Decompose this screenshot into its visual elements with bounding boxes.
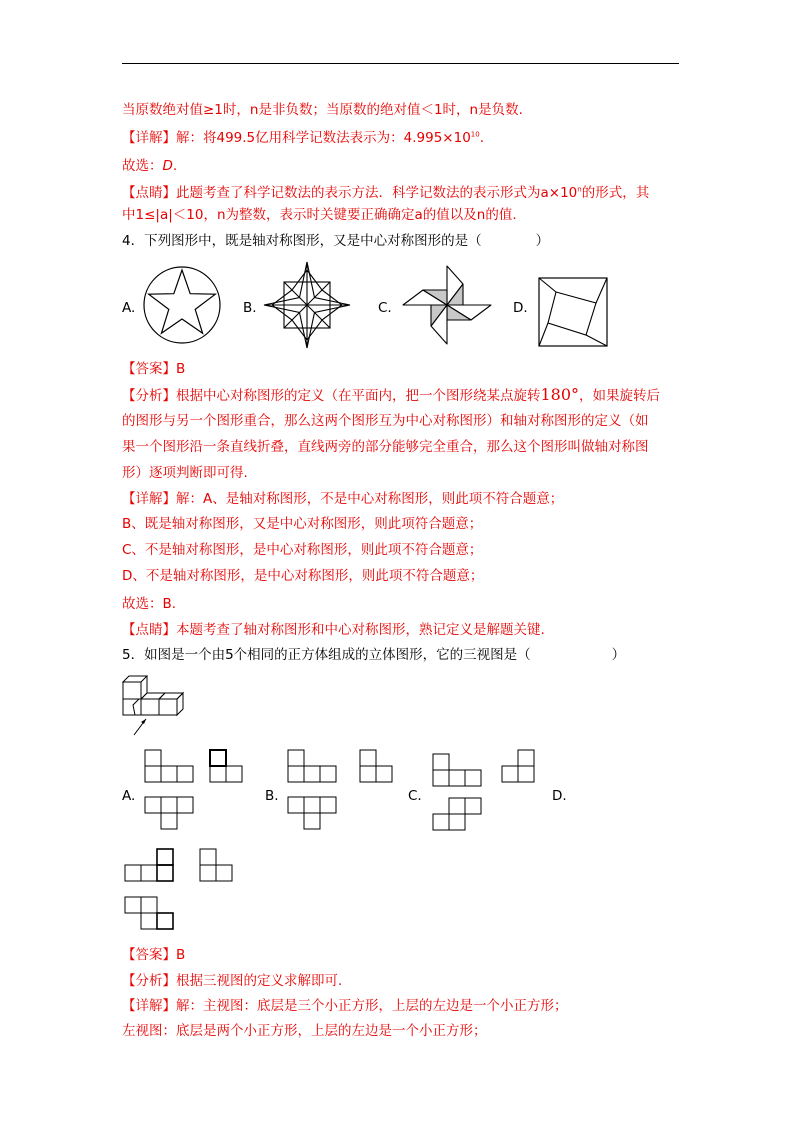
analysis-line: 【分析】根据三视图的定义求解即可. xyxy=(122,973,343,989)
eight-point-star-figure xyxy=(264,262,350,348)
detail-line: 【详解】解：A、是轴对称图形，不是中心对称图形，则此项不符合题意； xyxy=(122,491,564,507)
solution-line: 【点睛】此题考查了科学记数法的表示方法．科学记数法的表示形式为$a\times 10^n$的形式，其 xyxy=(122,185,650,201)
detail-line: 【详解】解：主视图：底层是三个小正方形，上层的左边是一个小正方形； xyxy=(122,998,568,1014)
solution-line: 中1≤|a|＜10，n为整数，表示时关键要正确确定a的值以及n的值. xyxy=(122,207,517,223)
q4-option-a-label: A. xyxy=(122,300,136,316)
q5-option-a-label: A. xyxy=(122,788,136,804)
detail-line: D、不是轴对称图形，是中心对称图形，则此项不符合题意； xyxy=(122,568,484,584)
note-line: 【点睛】本题考查了轴对称图形和中心对称图形，熟记定义是解题关键. xyxy=(122,622,545,638)
detail-line: 左视图：底层是两个小正方形，上层的左边是一个小正方形； xyxy=(122,1023,487,1039)
q5-option-d-label: D. xyxy=(552,788,567,804)
analysis-line: 果一个图形沿一条直线折叠，直线两旁的部分能够完全重合，那么这个图形叫做轴对称图 xyxy=(122,439,649,455)
q4-option-c-label: C. xyxy=(378,300,392,316)
pinwheel-figure xyxy=(403,264,491,346)
three-view-b-figure xyxy=(287,748,393,832)
detail-line: B、既是轴对称图形，又是中心对称图形，则此项符合题意； xyxy=(122,516,483,532)
choose-line: 故选：B. xyxy=(122,596,177,612)
answer-line: 【答案】B xyxy=(122,947,186,963)
cube-solid-figure xyxy=(120,672,190,738)
solution-line: 当原数绝对值≥1时，n是非负数；当原数的绝对值＜1时，n是负数. xyxy=(122,102,523,118)
analysis-line: 【分析】根据中心对称图形的定义（在平面内，把一个图形绕某点旋转180°，如果旋转后 xyxy=(122,385,661,404)
three-view-c-figure xyxy=(432,748,536,832)
q5-option-c-label: C. xyxy=(408,788,422,804)
question-4: 4．下列图形中，既是轴对称图形，又是中心对称图形的是（ ） xyxy=(122,233,550,249)
three-view-a-figure xyxy=(144,748,244,832)
square-in-square-figure xyxy=(538,277,608,347)
q5-option-b-label: B. xyxy=(265,788,279,804)
solution-line: 【详解】解：将499.5亿用科学记数法表示为：$4.995\times 10^{10}$. xyxy=(122,130,485,146)
three-view-d-figure xyxy=(123,847,235,931)
detail-line: C、不是轴对称图形，是中心对称图形，则此项不符合题意； xyxy=(122,542,483,558)
answer-line: 【答案】B xyxy=(122,361,186,377)
solution-line: 故选：D. xyxy=(122,158,178,174)
circle-star-figure xyxy=(142,265,222,345)
question-5: 5．如图是一个由5个相同的正方体组成的立体图形，它的三视图是（ ） xyxy=(122,647,626,663)
header-rule xyxy=(122,63,679,64)
q4-option-b-label: B. xyxy=(243,300,257,316)
analysis-line: 的图形与另一个图形重合，那么这两个图形互为中心对称图形）和轴对称图形的定义（如 xyxy=(122,413,649,429)
analysis-line: 形）逐项判断即可得. xyxy=(122,465,248,481)
q4-option-d-label: D. xyxy=(513,300,528,316)
